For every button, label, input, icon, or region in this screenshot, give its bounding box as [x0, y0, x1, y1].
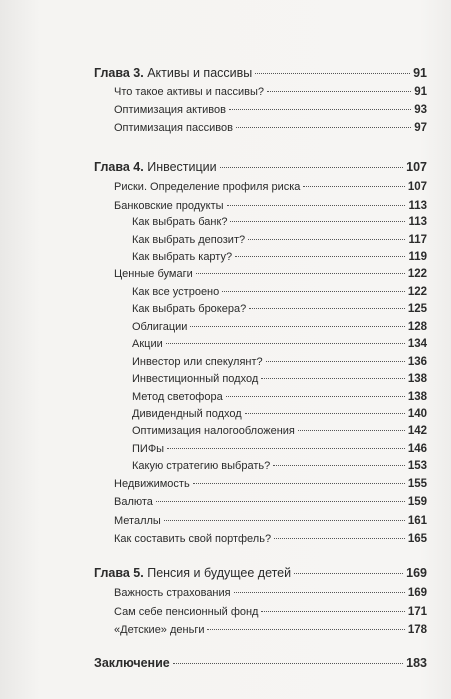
- toc-entry[interactable]: [114, 605, 427, 619]
- dot-leader: [229, 109, 411, 110]
- dot-leader: [226, 396, 405, 397]
- chapter-number: Глава 5.: [94, 566, 144, 580]
- entry-title: «Детские» деньги: [114, 624, 205, 636]
- entry-title: Металлы: [114, 515, 161, 527]
- dot-leader: [261, 378, 405, 379]
- dot-leader: [294, 573, 403, 574]
- page-number: 134: [407, 338, 427, 350]
- page-number: 125: [407, 303, 427, 315]
- page-number: 128: [407, 321, 427, 333]
- dot-leader: [273, 465, 405, 466]
- conclusion-title: Заключение: [94, 656, 170, 670]
- entry-title: Какую стратегию выбрать?: [132, 460, 271, 472]
- entry-title: Как все устроено: [132, 286, 220, 298]
- page-number: 107: [407, 181, 427, 193]
- page-number: 93: [414, 104, 427, 116]
- entry-title: Банковские продукты: [114, 200, 224, 212]
- entry-title: Как составить свой портфель?: [114, 533, 272, 545]
- dot-leader: [274, 538, 405, 539]
- chapter-title: Пенсия и будущее детей: [147, 566, 292, 580]
- entry-title: Облигации: [132, 321, 188, 333]
- page-number: 122: [407, 268, 427, 280]
- entry-title: Как выбрать брокера?: [132, 303, 247, 315]
- dot-leader: [249, 308, 405, 309]
- page-number: 136: [407, 356, 427, 368]
- page-number: 138: [407, 391, 427, 403]
- dot-leader: [164, 520, 405, 521]
- dot-leader: [235, 256, 405, 257]
- toc-entry[interactable]: [132, 337, 427, 351]
- entry-title: Оптимизация активов: [114, 104, 226, 116]
- toc-chapter-4[interactable]: [94, 160, 427, 174]
- toc-entry[interactable]: [114, 623, 427, 637]
- page-number: 117: [408, 234, 427, 246]
- toc-entry[interactable]: [114, 477, 427, 491]
- dot-leader: [261, 611, 404, 612]
- entry-title: Недвижимость: [114, 478, 190, 490]
- toc-entry[interactable]: [114, 495, 427, 509]
- dot-leader: [303, 186, 404, 187]
- toc-chapter-3[interactable]: [94, 66, 427, 80]
- entry-title: Дивидендный подход: [132, 408, 242, 420]
- chapter-title: Активы и пассивы: [147, 66, 253, 80]
- toc-chapter-5[interactable]: [94, 566, 427, 580]
- page-number: 138: [407, 373, 427, 385]
- dot-leader: [167, 448, 405, 449]
- dot-leader: [267, 91, 411, 92]
- entry-title: Как выбрать банк?: [132, 216, 228, 228]
- page-number: 119: [408, 251, 427, 263]
- toc-entry[interactable]: [132, 424, 427, 438]
- dot-leader: [234, 592, 405, 593]
- toc-entry[interactable]: [132, 390, 427, 404]
- page-number: 155: [407, 478, 427, 490]
- page-number: 91: [413, 66, 427, 80]
- page-number: 178: [407, 624, 427, 636]
- toc-entry[interactable]: [114, 85, 427, 99]
- entry-title: Как выбрать карту?: [132, 251, 233, 263]
- page-number: 169: [407, 587, 427, 599]
- toc-entry[interactable]: [132, 250, 427, 264]
- entry-title: Что такое активы и пассивы?: [114, 86, 265, 98]
- dot-leader: [220, 167, 404, 168]
- page-number: 142: [407, 425, 427, 437]
- page-number: 169: [406, 566, 427, 580]
- dot-leader: [196, 273, 405, 274]
- page-number: 91: [414, 86, 427, 98]
- page-number: 183: [406, 656, 427, 670]
- dot-leader: [266, 361, 405, 362]
- page-number: 113: [408, 200, 427, 212]
- dot-leader: [248, 239, 405, 240]
- dot-leader: [227, 205, 406, 206]
- toc-entry[interactable]: [132, 442, 427, 456]
- entry-title: Важность страхования: [114, 587, 231, 599]
- toc-entry[interactable]: [114, 267, 427, 281]
- toc-entry[interactable]: [114, 586, 427, 600]
- toc-entry[interactable]: [114, 199, 427, 213]
- dot-leader: [193, 483, 405, 484]
- entry-title: Инвестор или спекулянт?: [132, 356, 263, 368]
- entry-title: Инвестиционный подход: [132, 373, 259, 385]
- dot-leader: [173, 663, 403, 664]
- page-number: 122: [407, 286, 427, 298]
- page-number: 171: [407, 606, 427, 618]
- page-number: 153: [407, 460, 427, 472]
- dot-leader: [222, 291, 405, 292]
- entry-title: Как выбрать депозит?: [132, 234, 246, 246]
- toc-entry[interactable]: [132, 407, 427, 421]
- entry-title: Валюта: [114, 496, 153, 508]
- dot-leader: [190, 326, 404, 327]
- dot-leader: [166, 343, 405, 344]
- page-number: 165: [407, 533, 427, 545]
- chapter-title: Инвестиции: [147, 160, 217, 174]
- entry-title: ПИФы: [132, 443, 165, 455]
- entry-title: Ценные бумаги: [114, 268, 193, 280]
- page-number: 159: [407, 496, 427, 508]
- toc-entry[interactable]: [114, 121, 427, 135]
- dot-leader: [245, 413, 405, 414]
- chapter-number: Глава 4.: [94, 160, 144, 174]
- entry-title: Риски. Определение профиля риска: [114, 181, 301, 193]
- page-number: 113: [408, 216, 427, 228]
- page-number: 146: [407, 443, 427, 455]
- dot-leader: [230, 221, 405, 222]
- toc-entry[interactable]: [114, 180, 427, 194]
- toc-conclusion[interactable]: [94, 656, 427, 670]
- page-number: 140: [407, 408, 427, 420]
- dot-leader: [255, 73, 410, 74]
- chapter-number: Глава 3.: [94, 66, 144, 80]
- entry-title: Метод светофора: [132, 391, 223, 403]
- page-number: 97: [414, 122, 427, 134]
- toc-entry[interactable]: [132, 320, 427, 334]
- page-number: 107: [406, 160, 427, 174]
- toc-entry[interactable]: [114, 514, 427, 528]
- dot-leader: [236, 127, 411, 128]
- entry-title: Оптимизация налогообложения: [132, 425, 295, 437]
- toc-entry[interactable]: [132, 355, 427, 369]
- entry-title: Сам себе пенсионный фонд: [114, 606, 259, 618]
- entry-title: Оптимизация пассивов: [114, 122, 233, 134]
- dot-leader: [298, 430, 405, 431]
- toc-entry[interactable]: [132, 302, 427, 316]
- toc-entry[interactable]: [132, 233, 427, 247]
- toc-entry[interactable]: [132, 372, 427, 386]
- toc-entry[interactable]: [114, 103, 427, 117]
- dot-leader: [207, 629, 404, 630]
- page-number: 161: [407, 515, 427, 527]
- toc-entry[interactable]: [132, 459, 427, 473]
- toc-entry[interactable]: [132, 215, 427, 229]
- entry-title: Акции: [132, 338, 163, 350]
- dot-leader: [156, 501, 405, 502]
- toc-entry[interactable]: [114, 532, 427, 546]
- toc-entry[interactable]: [132, 285, 427, 299]
